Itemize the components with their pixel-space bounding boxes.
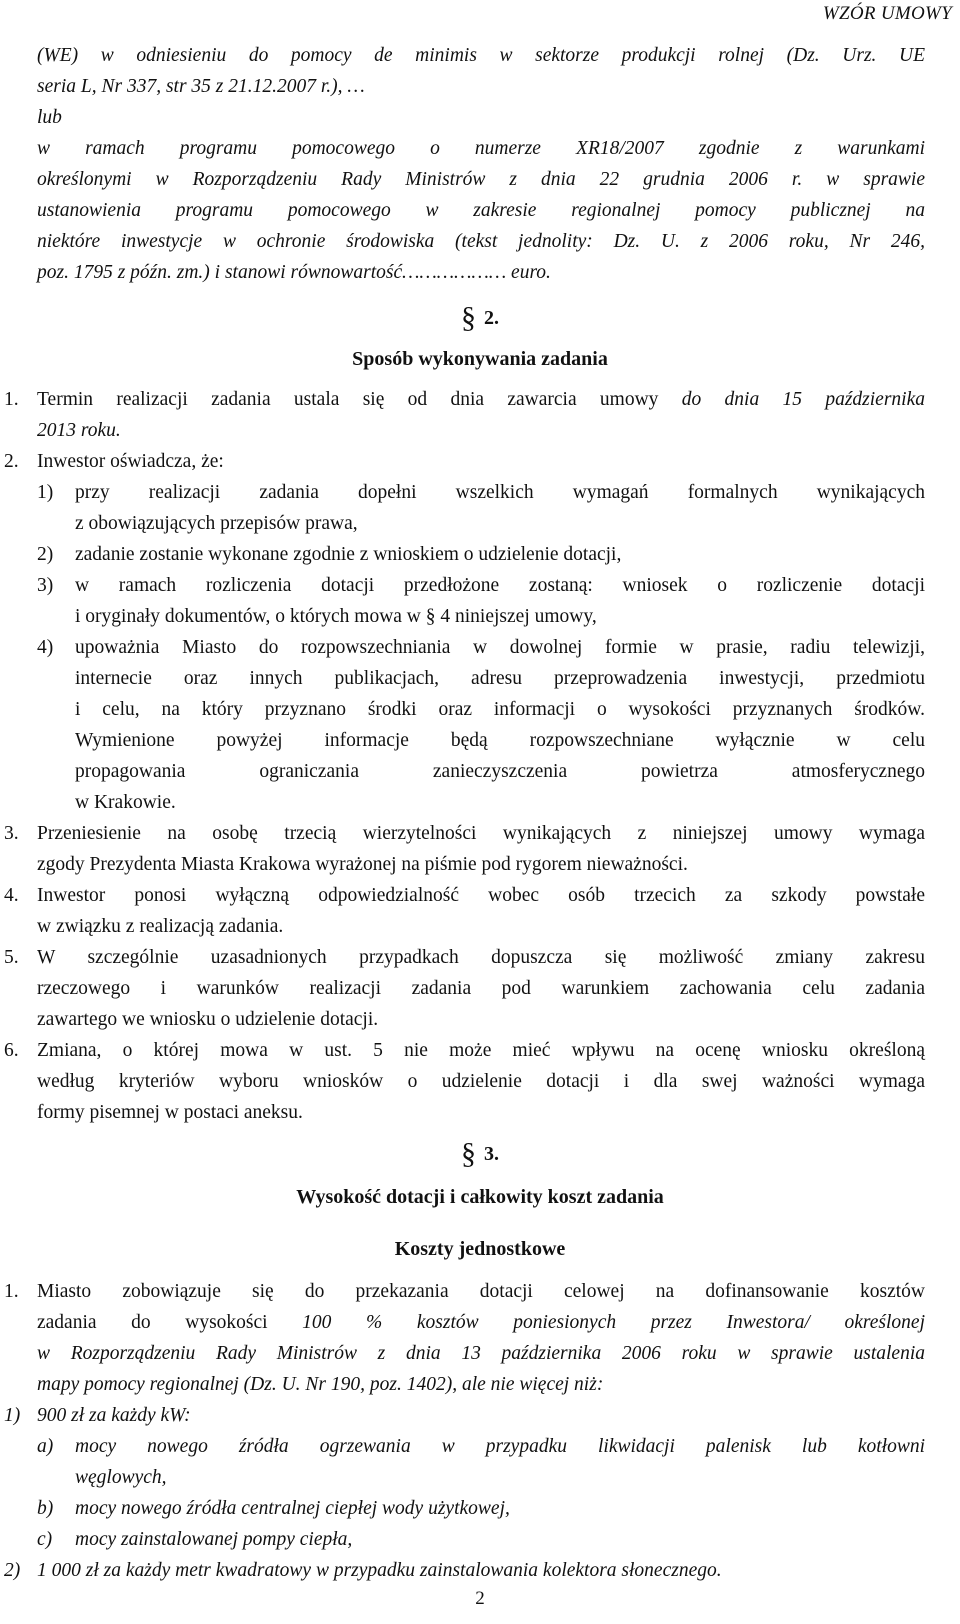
cost-subitem-line: mocy nowego źródła centralnej ciepłej wody użytkowej, <box>75 1498 510 1519</box>
intro-line: ustanowienia programu pomocowego w zakresie regionalnej pomocy publicznej na <box>37 200 925 221</box>
section-3-title: Wysokość dotacji i całkowity koszt zadania <box>296 1186 664 1208</box>
item-line: Inwestor oświadcza, że: <box>37 451 224 472</box>
subitem-line: w Krakowie. <box>75 792 176 813</box>
item-line: Przeniesienie na osobę trzecią wierzytelności wynikających z niniejszej umowy wymaga <box>37 823 925 844</box>
item-line: Inwestor ponosi wyłączną odpowiedzialność wobec osób trzecich za szkody powstałe <box>37 885 925 906</box>
item-number: 2. <box>4 451 19 472</box>
intro-line: seria L, Nr 337, str 35 z 21.12.2007 r.), … <box>37 76 365 97</box>
item-line: W szczególnie uzasadnionych przypadkach dopuszcza się możliwość zmiany zakresu <box>37 947 925 968</box>
subitem-number: 3) <box>37 575 54 596</box>
subitem-line: internecie oraz innych publikacjach, adresu przeprowadzenia inwestycji, przedmiotu <box>75 668 925 689</box>
item-number: 1. <box>4 389 19 410</box>
subitem-line: Wymienione powyżej informacje będą rozpowszechniane wyłącznie w celu <box>75 730 925 751</box>
subitem-line: zadanie zostanie wykonane zgodnie z wnioskiem o udzielenie dotacji, <box>75 544 622 565</box>
section-3-subtitle: Koszty jednostkowe <box>394 1238 566 1260</box>
item-number: 4. <box>4 885 19 906</box>
intro-line: niektóre inwestycje w ochronie środowiska (tekst jednolity: Dz. U. z 2006 roku, Nr 246, <box>37 231 925 252</box>
cost-subitem-number: a) <box>37 1436 54 1457</box>
subitem-number: 1) <box>37 482 54 503</box>
item-line: w Rozporządzeniu Rady Ministrów z dnia 13 października 2006 roku w sprawie ustalenia <box>37 1343 925 1364</box>
paragraph-sign-icon: § <box>461 301 476 334</box>
item-line <box>37 1307 925 1338</box>
item-line: formy pisemnej w postaci aneksu. <box>37 1102 303 1123</box>
intro-line: lub <box>37 107 62 128</box>
intro-line: określonymi w Rozporządzeniu Rady Ministrów z dnia 22 grudnia 2006 r. w sprawie <box>37 169 925 190</box>
item-line: zgody Prezydenta Miasta Krakowa wyrażonej na piśmie pod rygorem nieważności. <box>37 854 688 875</box>
cost-line: 1 000 zł za każdy metr kwadratowy w przypadku zainstalowania kolektora słonecznego. <box>37 1560 722 1581</box>
section-2-number <box>0 302 960 334</box>
item-number: 6. <box>4 1040 19 1061</box>
item-line: w związku z realizacją zadania. <box>37 916 284 937</box>
subitem-number: 4) <box>37 637 54 658</box>
subitem-line: upoważnia Miasto do rozpowszechniania w dowolnej formie w prasie, radiu telewizji, <box>75 637 925 658</box>
section-number: 2. <box>484 307 499 329</box>
subitem-number: 2) <box>37 544 54 565</box>
item-line-text: zadania do wysokości 100 % kosztów poniesionych przez Inwestora/ określonej <box>37 1312 925 1333</box>
section-2-title: Sposób wykonywania zadania <box>352 348 608 370</box>
item-number: 3. <box>4 823 19 844</box>
item-number: 5. <box>4 947 19 968</box>
page-number: 2 <box>475 1587 485 1609</box>
paragraph-sign-icon: § <box>461 1137 476 1170</box>
intro-line: poz. 1795 z późn. zm.) i stanowi równowartość……………… euro. <box>37 262 551 283</box>
section-3-number <box>0 1138 960 1170</box>
cost-line: 900 zł za każdy kW: <box>37 1405 191 1426</box>
intro-line: w ramach programu pomocowego o numerze XR18/2007 zgodnie z warunkami <box>37 138 925 159</box>
intro-line: (WE) w odniesieniu do pomocy de minimis w sektorze produkcji rolnej (Dz. Urz. UE <box>37 45 925 66</box>
cost-subitem-number: b) <box>37 1498 54 1519</box>
cost-subitem-number: c) <box>37 1529 53 1550</box>
item-line <box>37 384 925 415</box>
subitem-line: z obowiązujących przepisów prawa, <box>75 513 358 534</box>
item-line: 2013 roku. <box>37 420 121 441</box>
item-line: Miasto zobowiązuje się do przekazania dotacji celowej na dofinansowanie kosztów <box>37 1281 925 1302</box>
subitem-line: i celu, na który przyznano środki oraz informacji o wysokości przyznanych środków. <box>75 699 925 720</box>
subitem-line: i oryginały dokumentów, o których mowa w § 4 niniejszej umowy, <box>75 606 597 627</box>
cost-number: 2) <box>4 1560 21 1581</box>
item-line-text: Termin realizacji zadania ustala się od dnia zawarcia umowy do dnia 15 października <box>37 389 925 410</box>
subitem-line: propagowania ograniczania zanieczyszczenia powietrza atmosferycznego <box>75 761 925 782</box>
subitem-line: w ramach rozliczenia dotacji przedłożone zostaną: wniosek o rozliczenie dotacji <box>75 575 925 596</box>
item-line: rzeczowego i warunków realizacji zadania pod warunkiem zachowania celu zadania <box>37 978 925 999</box>
item-line: mapy pomocy regionalnej (Dz. U. Nr 190, poz. 1402), ale nie więcej niż: <box>37 1374 604 1395</box>
cost-subitem-line: mocy zainstalowanej pompy ciepła, <box>75 1529 353 1550</box>
item-line: według kryteriów wyboru wniosków o udzielenie dotacji i dla swej ważności wymaga <box>37 1071 925 1092</box>
item-line: zawartego we wniosku o udzielenie dotacji. <box>37 1009 379 1030</box>
document-header: WZÓR UMOWY <box>822 3 952 24</box>
cost-subitem-line: węglowych, <box>75 1467 167 1488</box>
section-number: 3. <box>484 1143 499 1165</box>
subitem-line: przy realizacji zadania dopełni wszelkich wymagań formalnych wynikających <box>75 482 925 503</box>
cost-number: 1) <box>4 1405 21 1426</box>
item-number: 1. <box>4 1281 19 1302</box>
item-line: Zmiana, o której mowa w ust. 5 nie może mieć wpływu na ocenę wniosku określoną <box>37 1040 925 1061</box>
cost-subitem-line: mocy nowego źródła ogrzewania w przypadku likwidacji palenisk lub kotłowni <box>75 1436 925 1457</box>
